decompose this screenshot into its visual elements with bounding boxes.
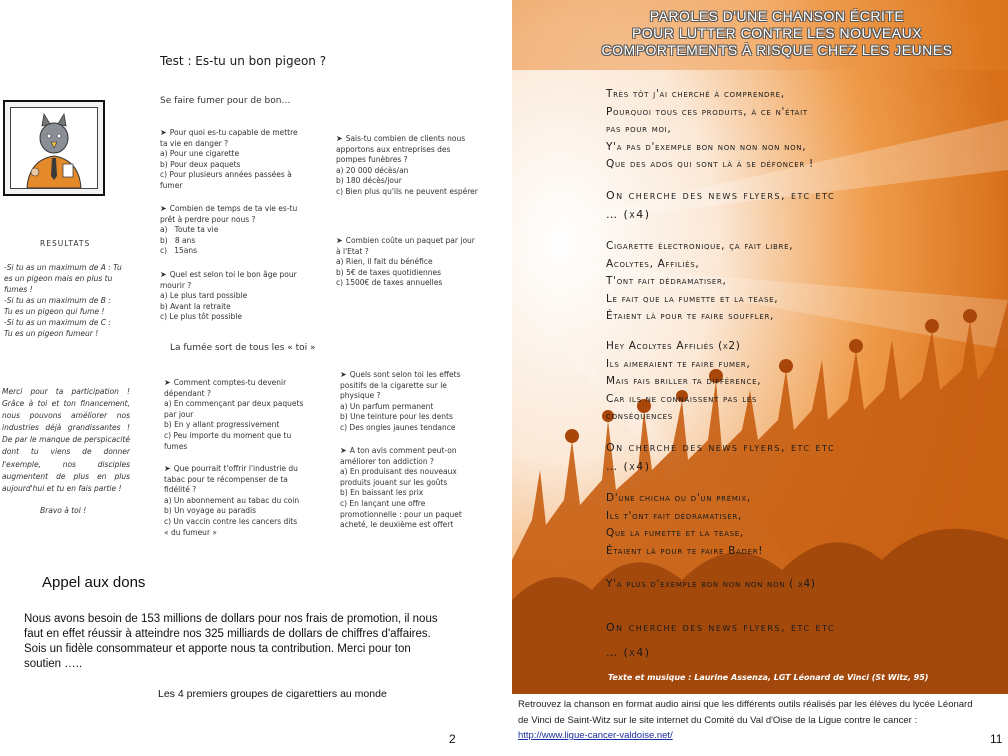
page-number-left: 2 — [449, 732, 456, 746]
footer-note-text: Retrouvez la chanson en format audio ainsi que les différents outils réalisés par les élèves du lycée Léonard de Vinci de Saint-Witz sur le site internet du Comité du Val d'Oise de la Ligue contre le cancer : — [518, 699, 973, 726]
verse-4: D'une chicha ou d'un prémix, Ils t'ont fait dédramatiser, Que la fumette et la tease, Étaient là pour te faire Bader! — [606, 492, 764, 557]
chorus-3: On cherche des news flyers, etc etc … (x4) — [606, 621, 836, 659]
page-number-right: 11 — [990, 732, 1003, 746]
results-title: RESULTATS — [40, 239, 91, 248]
thanks-paragraph: Merci pour ta participation ! Grâce à toi et ton financement, nous pouvons améliorer nos industries déjà grandissantes ! De par le manque de perspicacité dont tu viens de donner l'exemple, nos disciples augmentent de plus en plus aujourd'hui et tu en fais partie ! — [2, 387, 130, 493]
quiz-title: Test : Es-tu un bon pigeon ? — [160, 54, 327, 68]
question-1: ➤ Pour quoi es-tu capable de mettre ta vie en danger ? a) Pour une cigarette b) Pour deux paquets c) Pour plusieurs années passées à fumer — [160, 128, 298, 190]
ligue-website-link[interactable]: http://www.ligue-cancer-valdoise.net/ — [518, 730, 673, 741]
question-6: ➤ Comment comptes-tu devenir dépendant ? a) En commençant par deux paquets par jour b) En y allant progressivement c) Peu importe du moment que tu fumes — [164, 378, 304, 451]
question-8: ➤ Que pourrait t'offrir l'industrie du tabac pour te récompenser de ta fidélité ? a) Un abonnement au tabac du coin b) Un voyage au paradis c) Un vaccin contre les cancers dits « du fumeur » — [164, 464, 300, 537]
last-line: Y'a plus d'exemple bon non non non ( x4) — [606, 578, 816, 590]
question-3: ➤ Combien de temps de ta vie es-tu prêt à perdre pour nous ? a) Toute ta vie b) 8 ans c) 15ans — [160, 204, 298, 256]
chorus-1: On cherche des news flyers, etc etc … (x4) — [606, 189, 836, 221]
footer-note — [518, 697, 978, 744]
song-credits: Texte et musique : Laurine Assenza, LGT Léonard de Vinci (St Witz, 95) — [608, 673, 929, 682]
cartoon-frame — [3, 100, 105, 196]
question-2: ➤ Sais-tu combien de clients nous apportons aux entreprises des pompes funèbres ? a) 20 000 décès/an b) 180 décès/jour c) Bien plus qu'ils ne peuvent espérer — [336, 134, 478, 196]
question-5: ➤ Quel est selon toi le bon âge pour mourir ? a) Le plus tard possible b) Avant la retraite c) Le plus tôt possible — [160, 270, 297, 322]
verse-2: Cigarette électronique, ça fait libre, Acolytes, Affiliés, T'ont fait dédramatiser, Le fait que la fumette et la tease, Étaient là pour te faire souffler, — [606, 240, 794, 322]
verse-3: Hey Acolytes Affiliés (x2) Ils aimeraient te faire fumer, Mais fais briller ta différence, Car ils ne connaissent pas les conséquences — [606, 340, 762, 422]
quiz-subtitle: Se faire fumer pour de bon… — [160, 96, 291, 106]
song-title: PAROLES D'UNE CHANSON ÉCRITE POUR LUTTER CONTRE LES NOUVEAUX COMPORTEMENTS À RISQUE CHEZ LES JEUNES — [601, 8, 953, 58]
results-list: -Si tu as un maximum de A : Tu es un pigeon mais en plus tu fumes ! -Si tu as un maximum de B : Tu es un pigeon qui fume ! -Si tu as un maximum de C : Tu es un pigeon fumeur ! — [4, 263, 122, 338]
right-page — [512, 0, 1008, 756]
verse-1: Très tôt j'ai cherché à comprendre, Pourquoi tous ces produits, à ce n'était pas pour moi, Y'a pas d'exemple bon non non non non, Que des ados qui sont là à se défoncer ! — [606, 88, 814, 170]
appeal-text: Nous avons besoin de 153 millions de dollars pour nos frais de promotion, il nous faut en effet réussir à atteindre nos 325 milliards de dollars de chiffres d'affaires. Sois un fidèle consommateur et apporte nous ta contribution. Merci pour ton soutien ….. — [24, 613, 438, 670]
smoke-caption: La fumée sort de tous les « toi » — [170, 343, 316, 353]
bravo-text: Bravo à toi ! — [40, 506, 87, 515]
question-9: ➤ A ton avis comment peut-on améliorer ton addiction ? a) En produisant des nouveaux produits jouant sur les goûts b) En baissant les prix c) En lançant une offre promotionnelle : pour un paquet acheté, le deuxième est offert — [340, 446, 462, 530]
pigeon-cartoon-image — [10, 107, 98, 189]
groups-caption: Les 4 premiers groupes de cigarettiers au monde — [158, 688, 387, 700]
question-4: ➤ Combien coûte un paquet par jour à l'Etat ? a) Rien, il fait du bénéfice b) 5€ de taxes quotidiennes c) 1500€ de taxes annuelles — [336, 236, 475, 288]
appeal-title: Appel aux dons — [42, 574, 146, 591]
chorus-2: On cherche des news flyers, etc etc … (x4) — [606, 441, 836, 473]
question-7: ➤ Quels sont selon toi les effets positifs de la cigarette sur le physique ? a) Un parfum permanent b) Une teinture pour les dents c) Des ongles jaunes tendance — [340, 370, 461, 432]
